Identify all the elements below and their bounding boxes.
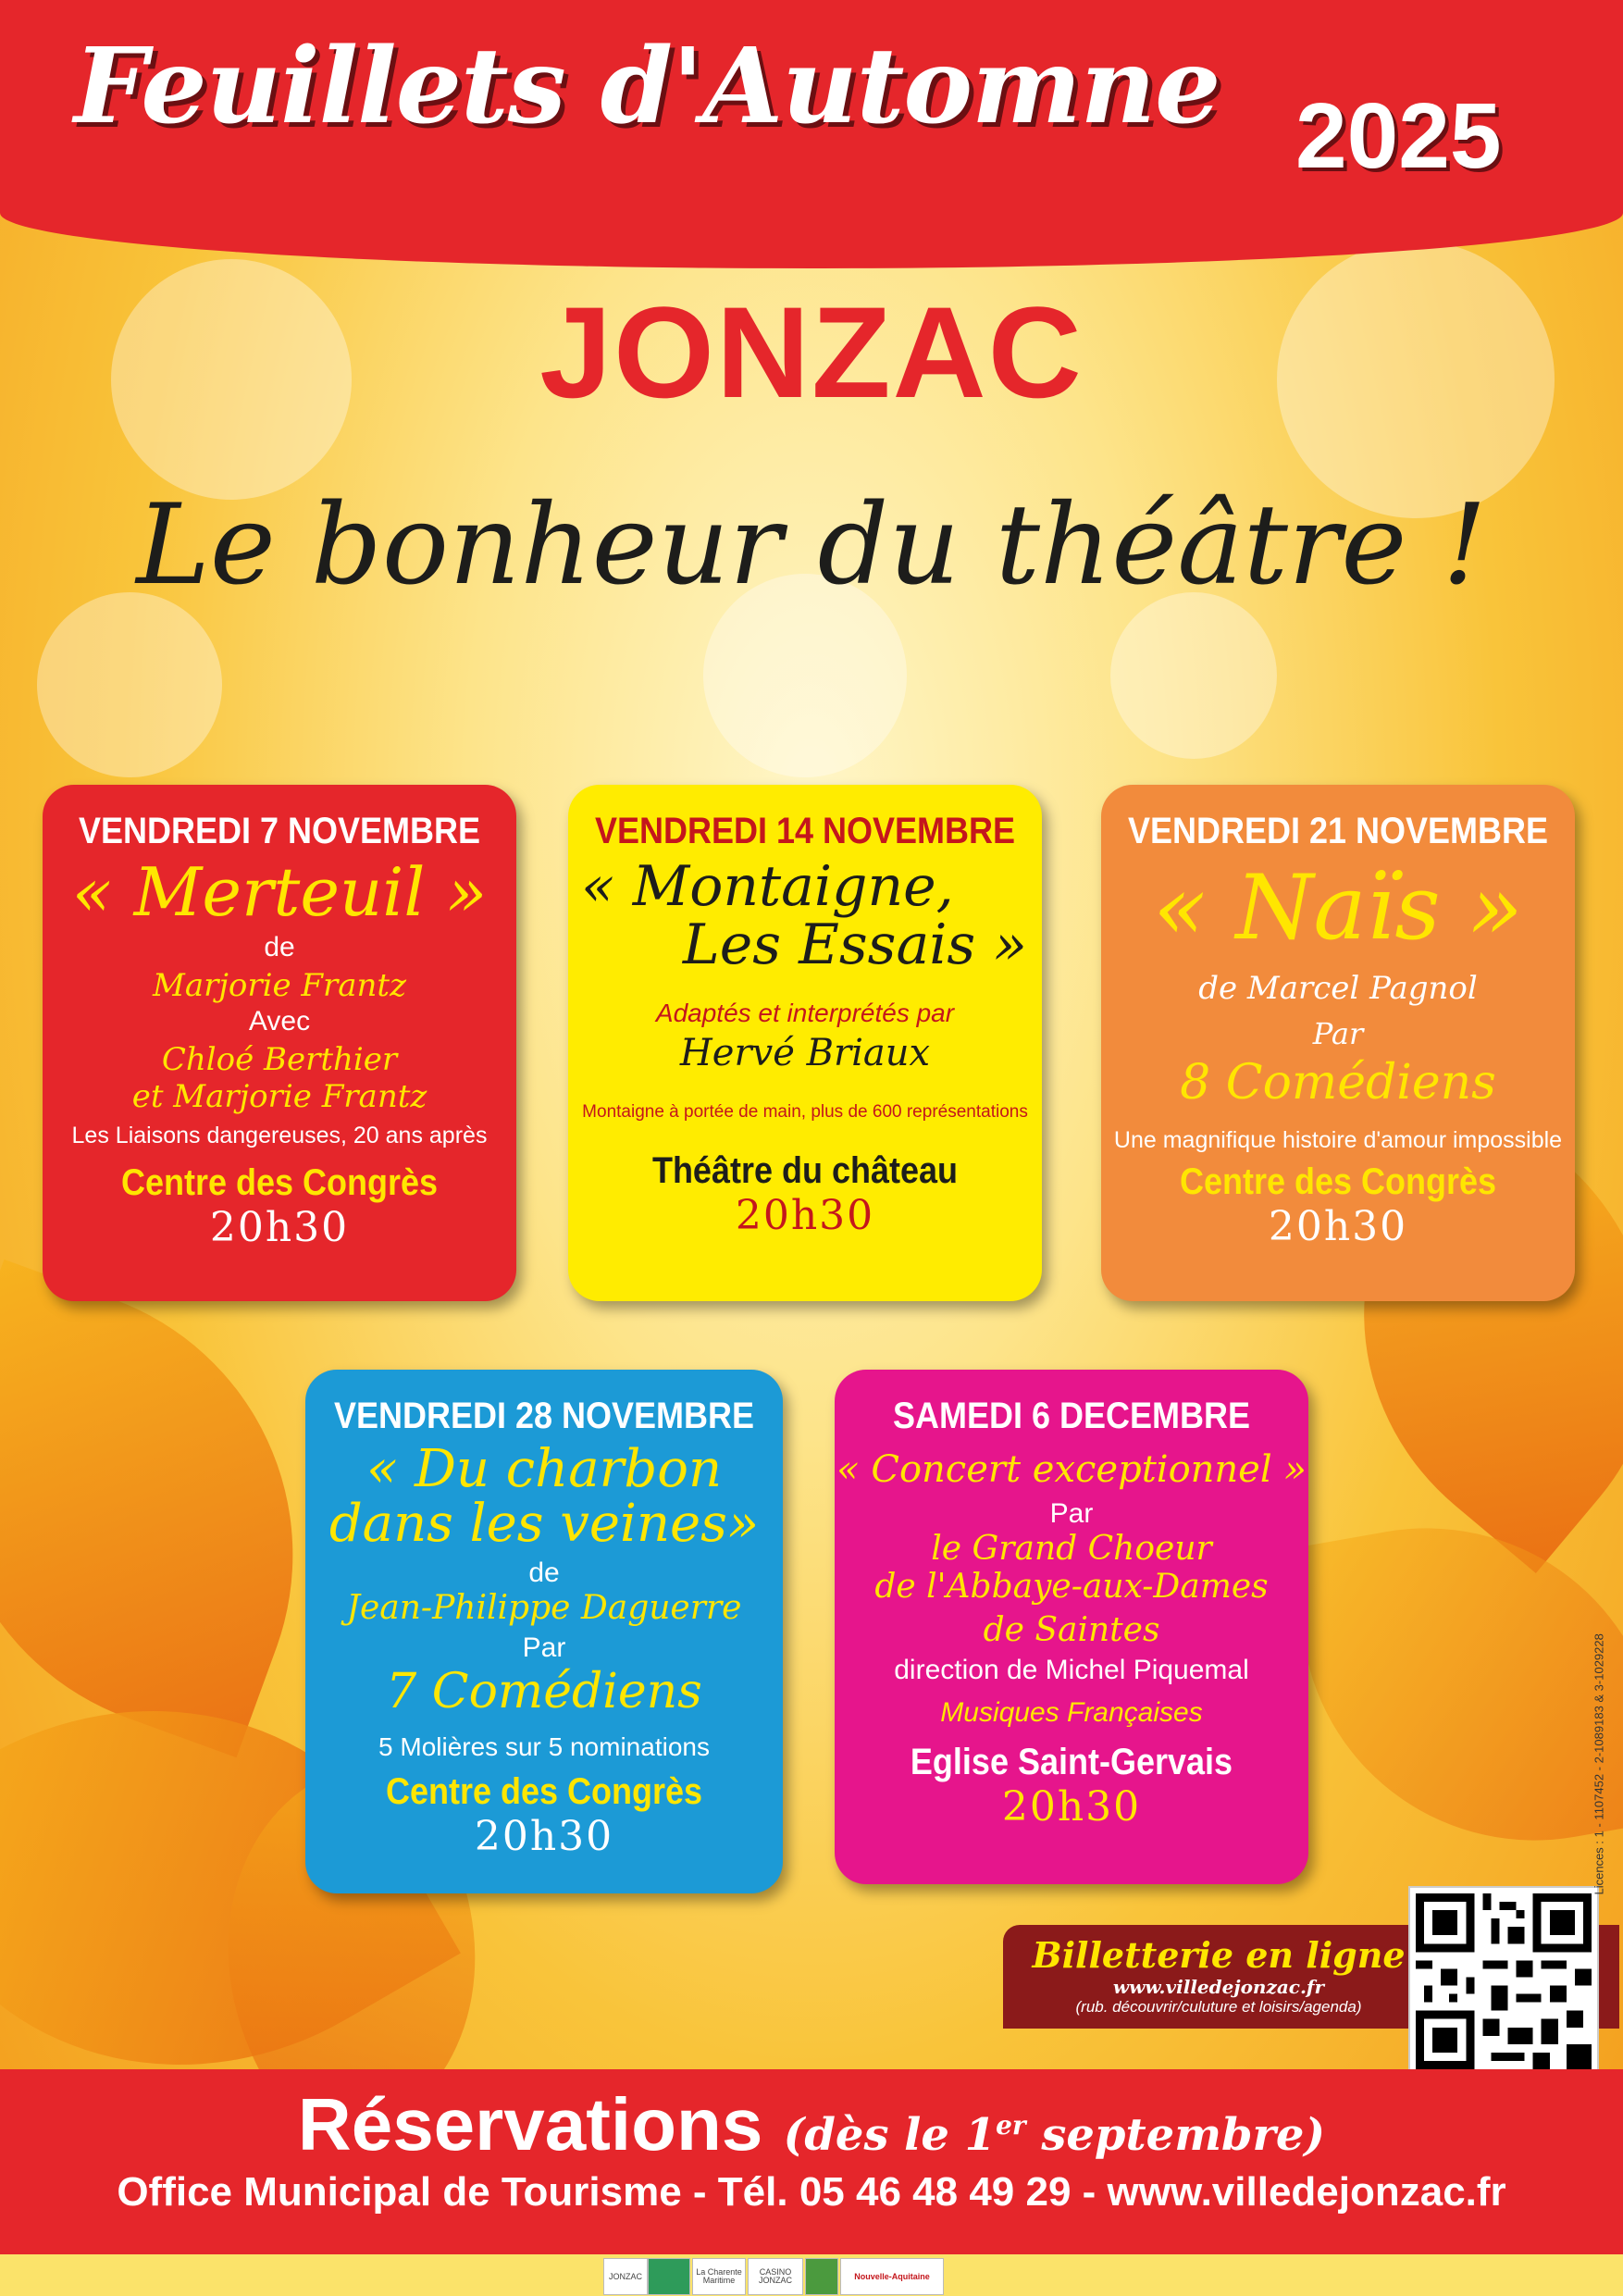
event-title: dans les veines»: [328, 1493, 760, 1554]
event-note: Une magnifique histoire d'amour impossible: [1113, 1126, 1563, 1153]
event-title: « Montaigne,: [581, 854, 954, 919]
event-card-montaigne: [568, 785, 1042, 1301]
event-card-merteuil: [43, 785, 516, 1301]
leaf-decoration: [1287, 1491, 1623, 1877]
tourism-office-contact: Office Municipal de Tourisme - Tél. 05 46 48 49 29 - www.villedejonzac.fr: [117, 2169, 1506, 2215]
event-avec: Avec: [248, 1005, 311, 1036]
logo-casino-text: CASINO JONZAC: [759, 2267, 792, 2285]
tagline: Le bonheur du théâtre !: [136, 481, 1487, 610]
logo-casino: [748, 2258, 803, 2295]
event-author: Jean-Philippe Daguerre: [346, 1588, 742, 1627]
logo-nouvelle-aquitaine-text: Nouvelle-Aquitaine: [854, 2271, 930, 2281]
event-card-concert: [835, 1370, 1308, 1884]
festival-year: 2025: [1295, 84, 1502, 188]
event-card-nais: [1101, 785, 1575, 1301]
event-title: « Concert exceptionnel »: [836, 1448, 1307, 1491]
licence-text: Licences : 1 - 1107452 - 2-1089183 & 3-1029228: [1592, 1633, 1606, 1895]
qr-code-icon: [1416, 1893, 1592, 2069]
event-choir: le Grand Choeur: [931, 1530, 1212, 1568]
event-date: VENDREDI 21 NOVEMBRE: [1127, 811, 1549, 851]
logo-jonzac-text: JONZAC: [609, 2271, 642, 2281]
event-par: Par: [1312, 1015, 1364, 1051]
event-direction: direction de Michel Piquemal: [894, 1655, 1249, 1685]
event-de: de: [264, 931, 295, 962]
reservation-date-suffix: septembre): [1025, 2109, 1326, 2161]
event-venue: Théâtre du château: [651, 1150, 959, 1191]
event-title: « Merteuil »: [71, 853, 488, 931]
event-venue: Eglise Saint-Gervais: [910, 1742, 1233, 1782]
ticketing-url[interactable]: www.villedejonzac.fr: [1112, 1976, 1325, 1998]
qr-code[interactable]: [1410, 1888, 1597, 2075]
event-title: Les Essais »: [682, 912, 1027, 977]
event-date: VENDREDI 28 NOVEMBRE: [333, 1396, 755, 1436]
reservation-date-sup: er: [996, 2110, 1026, 2141]
event-time: 20h30: [735, 1192, 875, 1239]
logo-jonzac: [603, 2258, 648, 2295]
partner-logos-bar: [0, 2254, 1623, 2296]
event-title: « Naïs »: [1153, 856, 1523, 960]
logo-charente-maritime-text: La Charente Maritime: [696, 2267, 742, 2285]
reservation-date-prefix: (dès le 1: [783, 2109, 997, 2161]
logo-nouvelle-aquitaine: [840, 2258, 944, 2295]
event-cast: 7 Comédiens: [386, 1663, 702, 1719]
event-choir: de Saintes: [983, 1611, 1160, 1649]
ticketing-path: (rub. découvrir/culuture et loisirs/agenda): [1075, 1998, 1362, 2016]
event-par: Par: [522, 1632, 566, 1663]
event-cast: et Marjorie Frantz: [131, 1077, 427, 1115]
bokeh-light: [37, 592, 222, 777]
event-performer: Hervé Briaux: [679, 1032, 931, 1074]
logo-charente-maritime: [692, 2258, 746, 2295]
event-cast: 8 Comédiens: [1180, 1054, 1496, 1111]
event-time: 20h30: [1001, 1783, 1142, 1831]
event-date: VENDREDI 7 NOVEMBRE: [78, 811, 481, 851]
bokeh-light: [1110, 592, 1277, 759]
festival-title: Feuillets d'Automne: [74, 26, 1220, 147]
event-par: Par: [1049, 1498, 1094, 1529]
reservation-date: [784, 2109, 1325, 2161]
event-time: 20h30: [209, 1203, 350, 1251]
event-date: SAMEDI 6 DECEMBRE: [892, 1396, 1251, 1436]
reservation-heading: [0, 2082, 1623, 2167]
event-de: de: [528, 1557, 560, 1588]
event-time: 20h30: [474, 1812, 614, 1860]
reservation-label: Réservations: [297, 2083, 763, 2166]
event-author: de Marcel Pagnol: [1198, 969, 1478, 1007]
event-time: 20h30: [1268, 1202, 1408, 1250]
logo-green-emblem: [805, 2258, 838, 2295]
event-date: VENDREDI 14 NOVEMBRE: [594, 811, 1016, 851]
event-choir: de l'Abbaye-aux-Dames: [874, 1568, 1269, 1606]
event-note: Montaigne à portée de main, plus de 600 représentations: [582, 1102, 1028, 1122]
event-note: Les Liaisons dangereuses, 20 ans après: [71, 1122, 488, 1148]
logo-charente-maritime-emblem: [648, 2258, 690, 2295]
event-author: Marjorie Frantz: [153, 966, 406, 1004]
event-cast: Chloé Berthier: [161, 1040, 398, 1078]
event-venue: Centre des Congrès: [385, 1770, 703, 1812]
event-card-charbon: [305, 1370, 783, 1893]
event-adapted: Adaptés et interprétés par: [655, 999, 955, 1027]
event-title: « Du charbon: [365, 1439, 723, 1499]
city-name: JONZAC: [539, 279, 1084, 425]
event-venue: Centre des Congrès: [1179, 1160, 1497, 1202]
event-venue: Centre des Congrès: [120, 1161, 439, 1203]
reservation-footer: [0, 2069, 1623, 2254]
licence-numbers: [1590, 1633, 1612, 1897]
ticketing-title: Billetterie en ligne: [1032, 1934, 1406, 1976]
event-music: Musiques Françaises: [940, 1697, 1203, 1728]
event-note: 5 Molières sur 5 nominations: [378, 1731, 710, 1761]
